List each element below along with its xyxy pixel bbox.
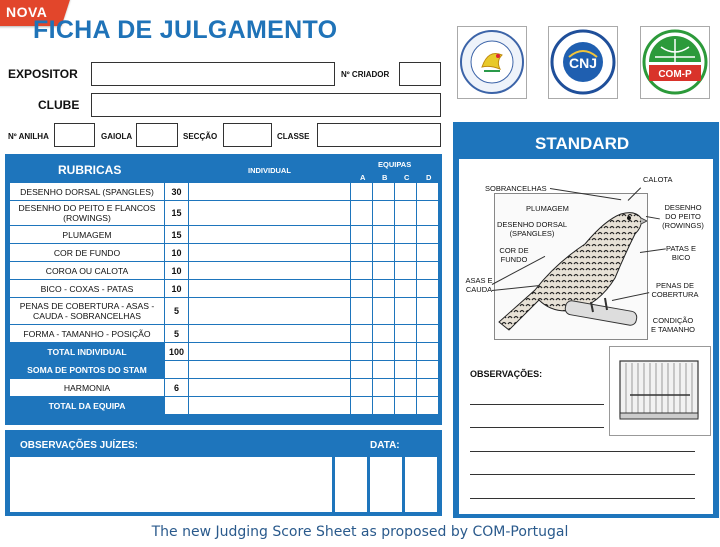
comp-logo <box>640 26 710 99</box>
rubricas-heading: RUBRICAS <box>58 163 122 177</box>
note-line[interactable] <box>470 474 695 475</box>
note-line[interactable] <box>470 451 695 452</box>
table-row: DESENHO DO PEITO E FLANCOS (ROWINGS) 15 <box>10 201 439 226</box>
anilha-field[interactable] <box>54 123 95 147</box>
team-col-c: C <box>404 173 410 182</box>
label-asas-cauda: ASAS E CAUDA <box>465 276 493 294</box>
note-line[interactable] <box>470 404 604 405</box>
label-desenho-peito: DESENHO DO PEITO (ROWINGS) <box>662 203 704 230</box>
seccao-label: SECÇÃO <box>183 132 218 141</box>
label-sobrancelhas: SOBRANCELHAS <box>485 184 547 193</box>
team-col-b: B <box>382 173 388 182</box>
table-row: COR DE FUNDO 10 <box>10 244 439 262</box>
expositor-label: EXPOSITOR <box>8 67 78 81</box>
table-row: PLUMAGEM 15 <box>10 226 439 244</box>
classe-field[interactable] <box>317 123 441 147</box>
page-title: FICHA DE JULGAMENTO <box>33 16 338 44</box>
table-row: FORMA - TAMANHO - POSIÇÃO 5 <box>10 325 439 343</box>
cnj-logo <box>548 26 618 99</box>
fop-logo <box>457 26 527 99</box>
table-row: DESENHO DORSAL (SPANGLES) 30 <box>10 183 439 201</box>
expositor-field[interactable] <box>91 62 335 86</box>
observacoes-juizes-field[interactable] <box>10 457 332 512</box>
seccao-field[interactable] <box>223 123 272 147</box>
table-row: BICO - COXAS - PATAS 10 <box>10 280 439 298</box>
standard-heading: STANDARD <box>535 134 630 153</box>
date-month-field[interactable] <box>370 457 402 512</box>
criador-field[interactable] <box>399 62 441 86</box>
equipas-heading: EQUIPAS <box>378 160 412 169</box>
standard-observacoes-label: OBSERVAÇÕES: <box>470 369 543 379</box>
label-condicao: CONDIÇÃO E TAMANHO <box>651 316 695 334</box>
svg-text:COM-P: COM-P <box>658 69 692 80</box>
label-cor-fundo: COR DE FUNDO <box>499 246 529 264</box>
note-line[interactable] <box>470 498 695 499</box>
label-patas-bico: PATAS E BICO <box>666 244 697 262</box>
date-day-field[interactable] <box>335 457 367 512</box>
bird-illustration <box>494 193 648 340</box>
label-plumagem: PLUMAGEM <box>526 204 569 213</box>
date-year-field[interactable] <box>405 457 437 512</box>
gaiola-field[interactable] <box>136 123 178 147</box>
table-row: TOTAL DA EQUIPA <box>10 397 439 415</box>
note-line[interactable] <box>470 427 604 428</box>
anilha-label: Nº ANILHA <box>8 132 49 141</box>
label-calota: CALOTA <box>643 175 673 184</box>
criador-label: Nº CRIADOR <box>341 70 390 79</box>
clube-label: CLUBE <box>38 98 80 112</box>
rubricas-table <box>9 182 439 415</box>
cage-image <box>609 346 711 436</box>
label-desenho-dorsal: DESENHO DORSAL (SPANGLES) <box>496 220 568 238</box>
observacoes-juizes-heading: OBSERVAÇÕES JUÍZES: <box>20 440 138 451</box>
gaiola-label: GAIOLA <box>101 132 133 141</box>
new-badge: NOVA <box>0 0 71 26</box>
individual-heading: INDIVIDUAL <box>248 166 291 175</box>
label-penas-cobertura: PENAS DE COBERTURA <box>651 281 699 299</box>
svg-text:CNJ: CNJ <box>568 55 598 71</box>
team-col-a: A <box>360 173 366 182</box>
classe-label: CLASSE <box>277 132 310 141</box>
data-heading: DATA: <box>370 440 400 451</box>
caption: The new Judging Score Sheet as proposed by COM-Portugal <box>151 524 569 540</box>
table-row: COROA OU CALOTA 10 <box>10 262 439 280</box>
table-row: PENAS DE COBERTURA - ASAS - CAUDA - SOBRANCELHAS 5 <box>10 298 439 325</box>
team-col-d: D <box>426 173 432 182</box>
table-row: SOMA DE PONTOS DO STAM <box>10 361 439 379</box>
clube-field[interactable] <box>91 93 441 117</box>
table-row: HARMONIA 6 <box>10 379 439 397</box>
table-row: TOTAL INDIVIDUAL 100 <box>10 343 439 361</box>
